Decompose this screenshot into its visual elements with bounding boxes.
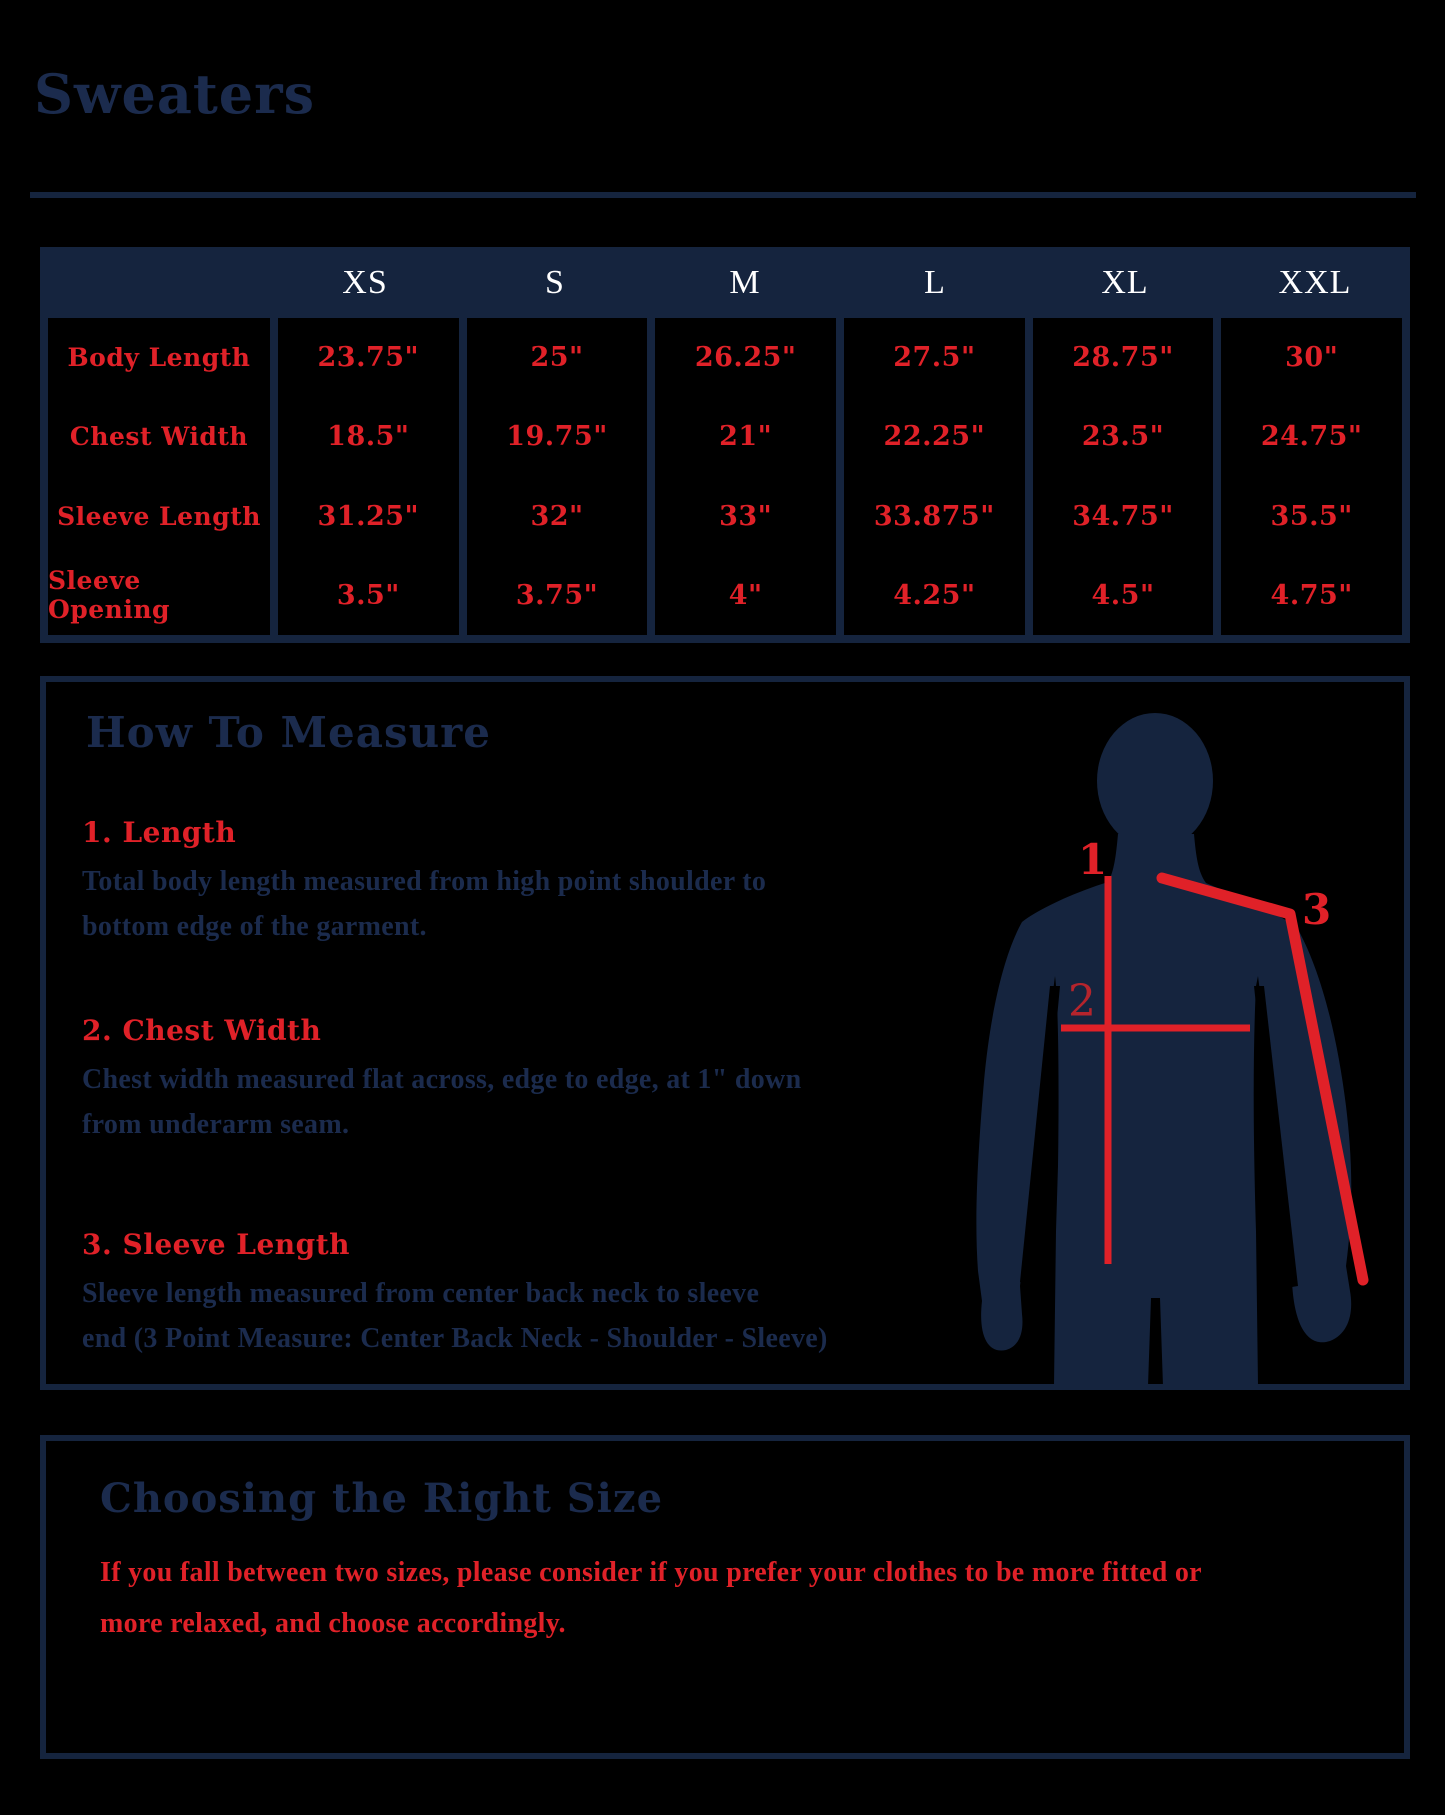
- section-sleeve-length-text-line: end (3 Point Measure: Center Back Neck - Shoulder - Sleeve): [82, 1323, 828, 1354]
- size-value: 31.25": [317, 500, 420, 532]
- body-silhouette-head: [1097, 713, 1213, 849]
- size-value: 4.25": [893, 579, 976, 611]
- section-sleeve-length-title: 3. Sleeve Length: [82, 1228, 351, 1261]
- section-length-text-line: bottom edge of the garment.: [82, 911, 427, 942]
- size-column-m: [647, 318, 836, 635]
- size-column-xl: [1025, 318, 1214, 635]
- page-title: Sweaters: [34, 62, 315, 126]
- size-column-s: [459, 318, 648, 635]
- size-chart-header-row: [40, 247, 1410, 318]
- how-to-measure-panel: [40, 676, 1410, 1390]
- size-column-header-xxl: XXL: [1278, 263, 1352, 301]
- size-value: 35.5": [1270, 500, 1353, 532]
- size-value: 34.75": [1072, 500, 1174, 532]
- size-value: 27.5": [893, 342, 976, 374]
- row-label: Sleeve Opening: [48, 566, 170, 625]
- measurement-marker-3: 3: [1302, 885, 1332, 934]
- size-chart-table: [40, 247, 1410, 643]
- size-column-xs: [270, 318, 459, 635]
- size-column-header-l: L: [924, 263, 946, 301]
- size-column-xxl: [1213, 318, 1402, 635]
- title-divider: [30, 192, 1416, 198]
- size-value: 23.75": [317, 342, 420, 374]
- section-length: [82, 816, 766, 949]
- choosing-size-text-line: If you fall between two sizes, please consider if you prefer your clothes to be more fitted or: [100, 1557, 1202, 1588]
- size-column-header-s: S: [545, 263, 565, 301]
- size-value: 4.5": [1091, 579, 1155, 611]
- size-value: 33.875": [873, 500, 995, 532]
- section-chest-width-text-line: from underarm seam.: [82, 1109, 350, 1140]
- size-value: 28.75": [1072, 342, 1174, 374]
- row-label: Sleeve Length: [57, 501, 261, 531]
- size-value: 4": [728, 579, 763, 611]
- size-value: 25": [530, 342, 584, 374]
- section-length-title: 1. Length: [82, 816, 237, 849]
- size-value: 18.5": [327, 421, 410, 453]
- size-value: 3.5": [336, 579, 400, 611]
- size-column-l: [836, 318, 1025, 635]
- row-label: Body Length: [67, 343, 251, 373]
- size-value: 3.75": [515, 579, 599, 611]
- size-value: 4.75": [1270, 579, 1353, 611]
- size-chart-body: [40, 318, 1410, 643]
- choosing-size-text-line: more relaxed, and choose accordingly.: [100, 1608, 566, 1639]
- size-value: 30": [1285, 342, 1339, 374]
- size-value: 21": [719, 421, 773, 453]
- measurement-marker-1: 1: [1078, 835, 1108, 884]
- size-value: 32": [530, 500, 584, 532]
- size-value: 26.25": [694, 342, 797, 374]
- size-value: 24.75": [1260, 421, 1363, 453]
- size-value: 23.5": [1081, 421, 1165, 453]
- size-value: 19.75": [506, 421, 608, 453]
- measurement-figure: [958, 686, 1400, 1386]
- size-value: 22.25": [883, 421, 986, 453]
- section-chest-width-text-line: Chest width measured flat across, edge to edge, at 1" down: [82, 1064, 802, 1095]
- size-value: 33": [719, 500, 773, 532]
- size-column-header-m: M: [729, 263, 761, 301]
- choosing-size-panel: [40, 1435, 1410, 1759]
- choosing-size-heading: Choosing the Right Size: [100, 1475, 664, 1522]
- size-column-header-xl: XL: [1101, 263, 1149, 301]
- section-chest-width-title: 2. Chest Width: [82, 1014, 322, 1047]
- section-chest-width: [82, 1014, 801, 1147]
- how-to-measure-heading: How To Measure: [86, 708, 492, 757]
- row-label: Chest Width: [69, 422, 249, 452]
- choosing-size-body: [100, 1547, 1202, 1649]
- size-column-header-xs: XS: [342, 263, 388, 301]
- measurement-marker-2: 2: [1068, 976, 1096, 1027]
- section-sleeve-length-text-line: Sleeve length measured from center back neck to sleeve: [82, 1278, 760, 1309]
- section-length-text-line: Total body length measured from high point shoulder to: [82, 866, 767, 897]
- measurement-label-column: [48, 318, 270, 635]
- body-silhouette-figure: [958, 686, 1400, 1386]
- section-sleeve-length: [82, 1228, 828, 1361]
